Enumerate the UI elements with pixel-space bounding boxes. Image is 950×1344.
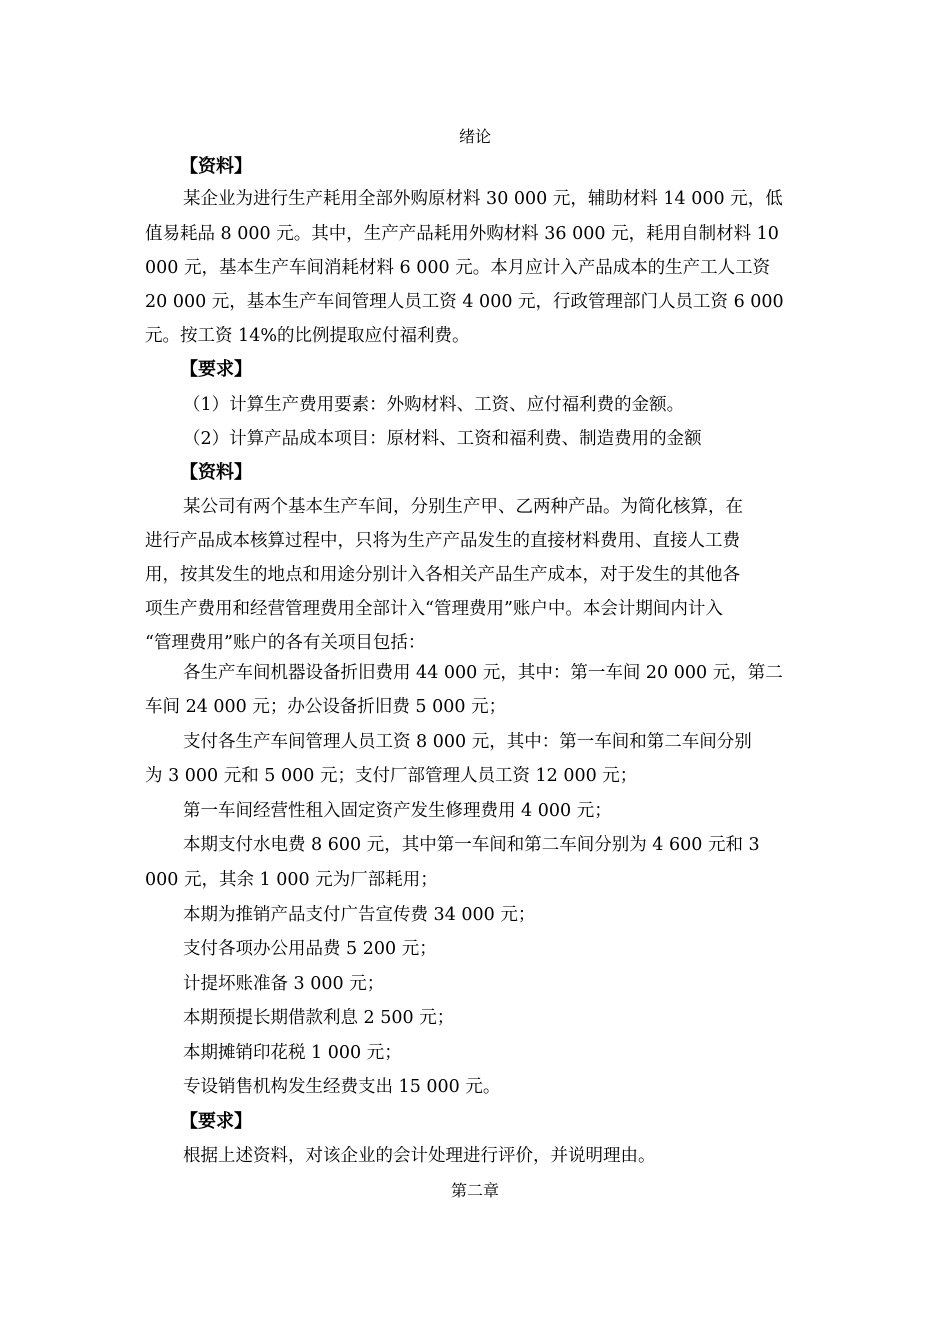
section2-item-line: 计提坏账准备 3 000 元； [183,974,385,994]
section1-paragraph-line: 20 000 元，基本生产车间管理人员工资 4 000 元，行政管理部门人员工资 6 000 [145,292,784,312]
section2-material-label: 【资料】 [180,462,252,483]
section2-item-line: 支付各项办公用品费 5 200 元； [183,939,437,959]
section1-paragraph-line: 元。按工资 14%的比例提取应付福利费。 [145,326,470,346]
section2-intro-line: 进行产品成本核算过程中，只将为生产产品发生的直接材料费用、直接人工费 [145,531,740,551]
section2-item-line: 支付各生产车间管理人员工资 8 000 元，其中：第一车间和第二车间分别 [183,732,752,752]
section2-item-line: 专设销售机构发生经费支出 15 000 元。 [183,1077,501,1097]
section2-item-line: 000 元，其余 1 000 元为厂部耗用； [145,870,438,890]
section2-item-line: 本期预提长期借款利息 2 500 元； [183,1008,455,1028]
section1-requirement-item: （2）计算产品成本项目：原材料、工资和福利费、制造费用的金额 [183,429,702,449]
section2-intro-line: 用，按其发生的地点和用途分别计入各相关产品生产成本，对于发生的其他各 [145,565,740,585]
section2-item-line: 第一车间经营性租入固定资产发生修理费用 4 000 元； [183,801,612,821]
section1-requirement-label: 【要求】 [180,359,252,380]
section2-item-line: 各生产车间机器设备折旧费用 44 000 元，其中：第一车间 20 000 元，第二 [183,663,783,683]
section2-item-line: 车间 24 000 元；办公设备折旧费 5 000 元； [145,697,507,717]
heading-chapter2: 第二章 [450,1181,499,1200]
section2-intro-line: “管理费用”账户的各有关项目包括： [145,633,426,653]
section2-item-line: 为 3 000 元和 5 000 元；支付厂部管理人员工资 12 000 元； [145,766,638,786]
section1-requirement-item: （1）计算生产费用要素：外购材料、工资、应付福利费的金额。 [183,395,685,415]
section2-intro-line: 项生产费用和经营管理费用全部计入“管理费用”账户中。本会计期间内计入 [145,599,723,619]
section2-item-line: 本期为推销产品支付广告宣传费 34 000 元； [183,905,536,925]
section2-requirement-label: 【要求】 [180,1111,252,1132]
heading-intro: 绪论 [458,127,491,146]
section2-requirement-text: 根据上述资料，对该企业的会计处理进行评价，并说明理由。 [183,1146,656,1166]
section2-intro-line: 某公司有两个基本生产车间，分别生产甲、乙两种产品。为简化核算，在 [183,497,743,517]
section1-paragraph-line: 值易耗品 8 000 元。其中，生产产品耗用外购材料 36 000 元，耗用自制材料 10 [145,224,779,244]
section1-paragraph-line: 000 元，基本生产车间消耗材料 6 000 元。本月应计入产品成本的生产工人工资 [145,258,771,278]
section1-material-label: 【资料】 [180,156,252,177]
section2-item-line: 本期摊销印花税 1 000 元； [183,1043,402,1063]
section1-paragraph-line: 某企业为进行生产耗用全部外购原材料 30 000 元，辅助材料 14 000 元，低 [183,189,783,209]
section2-item-line: 本期支付水电费 8 600 元，其中第一车间和第二车间分别为 4 600 元和 3 [183,835,760,855]
